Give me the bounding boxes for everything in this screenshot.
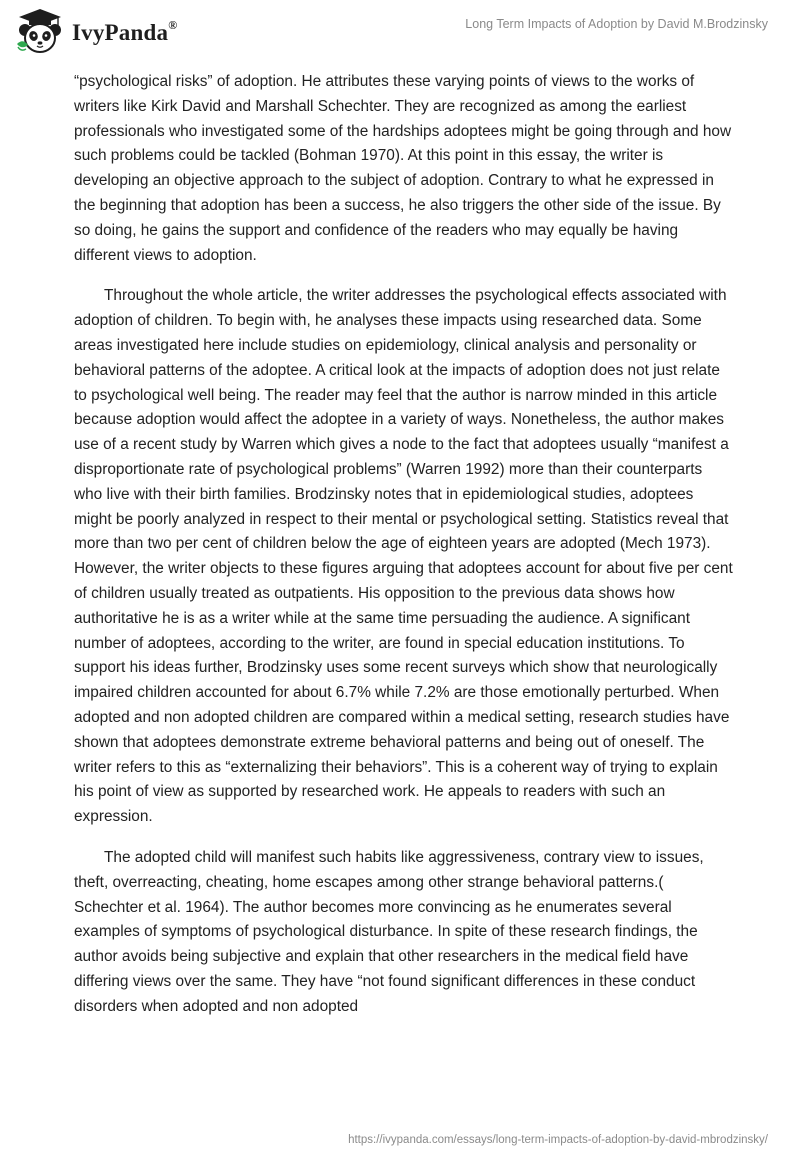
source-url-link[interactable]: https://ivypanda.com/essays/long-term-impacts-of-adoption-by-david-mbrodzinsky/ (348, 1134, 768, 1146)
ivypanda-logo-link[interactable] (14, 8, 177, 56)
paragraph-3: The adopted child will manifest such habits like aggressiveness, contrary view to issues, theft, overreacting, cheating, home escapes among other strange behavioral patterns.( Schechter et al. 1964). The author becomes more convincing as he enumerates several examples of symptoms of psychological disturbance. In spite of these research findings, the author avoids being subjective and explain that other researchers in the medical field have differing views over the same. They have “not found significant differences in these conduct disorders when adopted and non adopted (74, 848, 704, 1015)
document-title: Long Term Impacts of Adoption by David M.Brodzinsky (465, 17, 768, 31)
brand-name: IvyPanda® (72, 18, 178, 45)
paragraph-1: “psychological risks” of adoption. He attributes these varying points of views to the works of writers like Kirk David and Marshall Schechter. They are recognized as among the earliest professionals who investigated some of the hardships adoptees might be going through and how such problems could be tackled (Bohman 1970). At this point in this essay, the writer is developing an objective approach to the subject of adoption. Contrary to what he expressed in the beginning that adoption has been a success, he also triggers the other side of the issue. By so doing, he gains the support and confidence of the readers who may equally be having different views to adoption. (74, 73, 732, 264)
article-body (74, 70, 734, 1035)
panda-graduate-icon (14, 8, 66, 56)
paragraph-2: Throughout the whole article, the writer addresses the psychological effects associated with adoption of children. To begin with, he analyses these impacts using researched data. Some areas investigated here include studies on epidemiology, clinical analysis and personality or behavioral patterns of the adoptee. A critical look at the impacts of adoption does not just relate to psychological well being. The reader may feel that the author is narrow minded in this article because adoption would affect the adoptee in a variety of ways. Nonetheless, the author makes use of a recent study by Warren which gives a node to the fact that adoptees usually “manifest a disproportionate rate of psychological problems” (Warren 1992) more than their counterparts who live with their birth families. Brodzinsky notes that in epidemiological studies, adoptees might be poorly analyzed in respect to their mental or psychological setting. Statistics reveal that more than two per cent of children below the age of eighteen years are adopted (Mech 1973). However, the writer objects to these figures arguing that adoptees account for about five per cent of children usually treated as outpatients. His opposition to the previous data shows how authoritative he is as a writer while at the same time persuading the audience. A significant number of adoptees, according to the writer, are found in special education institutions. To support his ideas further, Brodzinsky uses some recent surveys which show that neurologically impaired children accounted for about 6.7% while 7.2% are those emotionally perturbed. When adopted and non adopted children are compared within a medical setting, research studies have shown that adoptees demonstrate extreme behavioral patterns and being out of oneself. The writer refers to this as “externalizing their behaviors”. This is a coherent way of trying to explain his point of view as supported by researched work. He appeals to readers with such an expression. (74, 287, 733, 826)
page-header (0, 0, 800, 62)
